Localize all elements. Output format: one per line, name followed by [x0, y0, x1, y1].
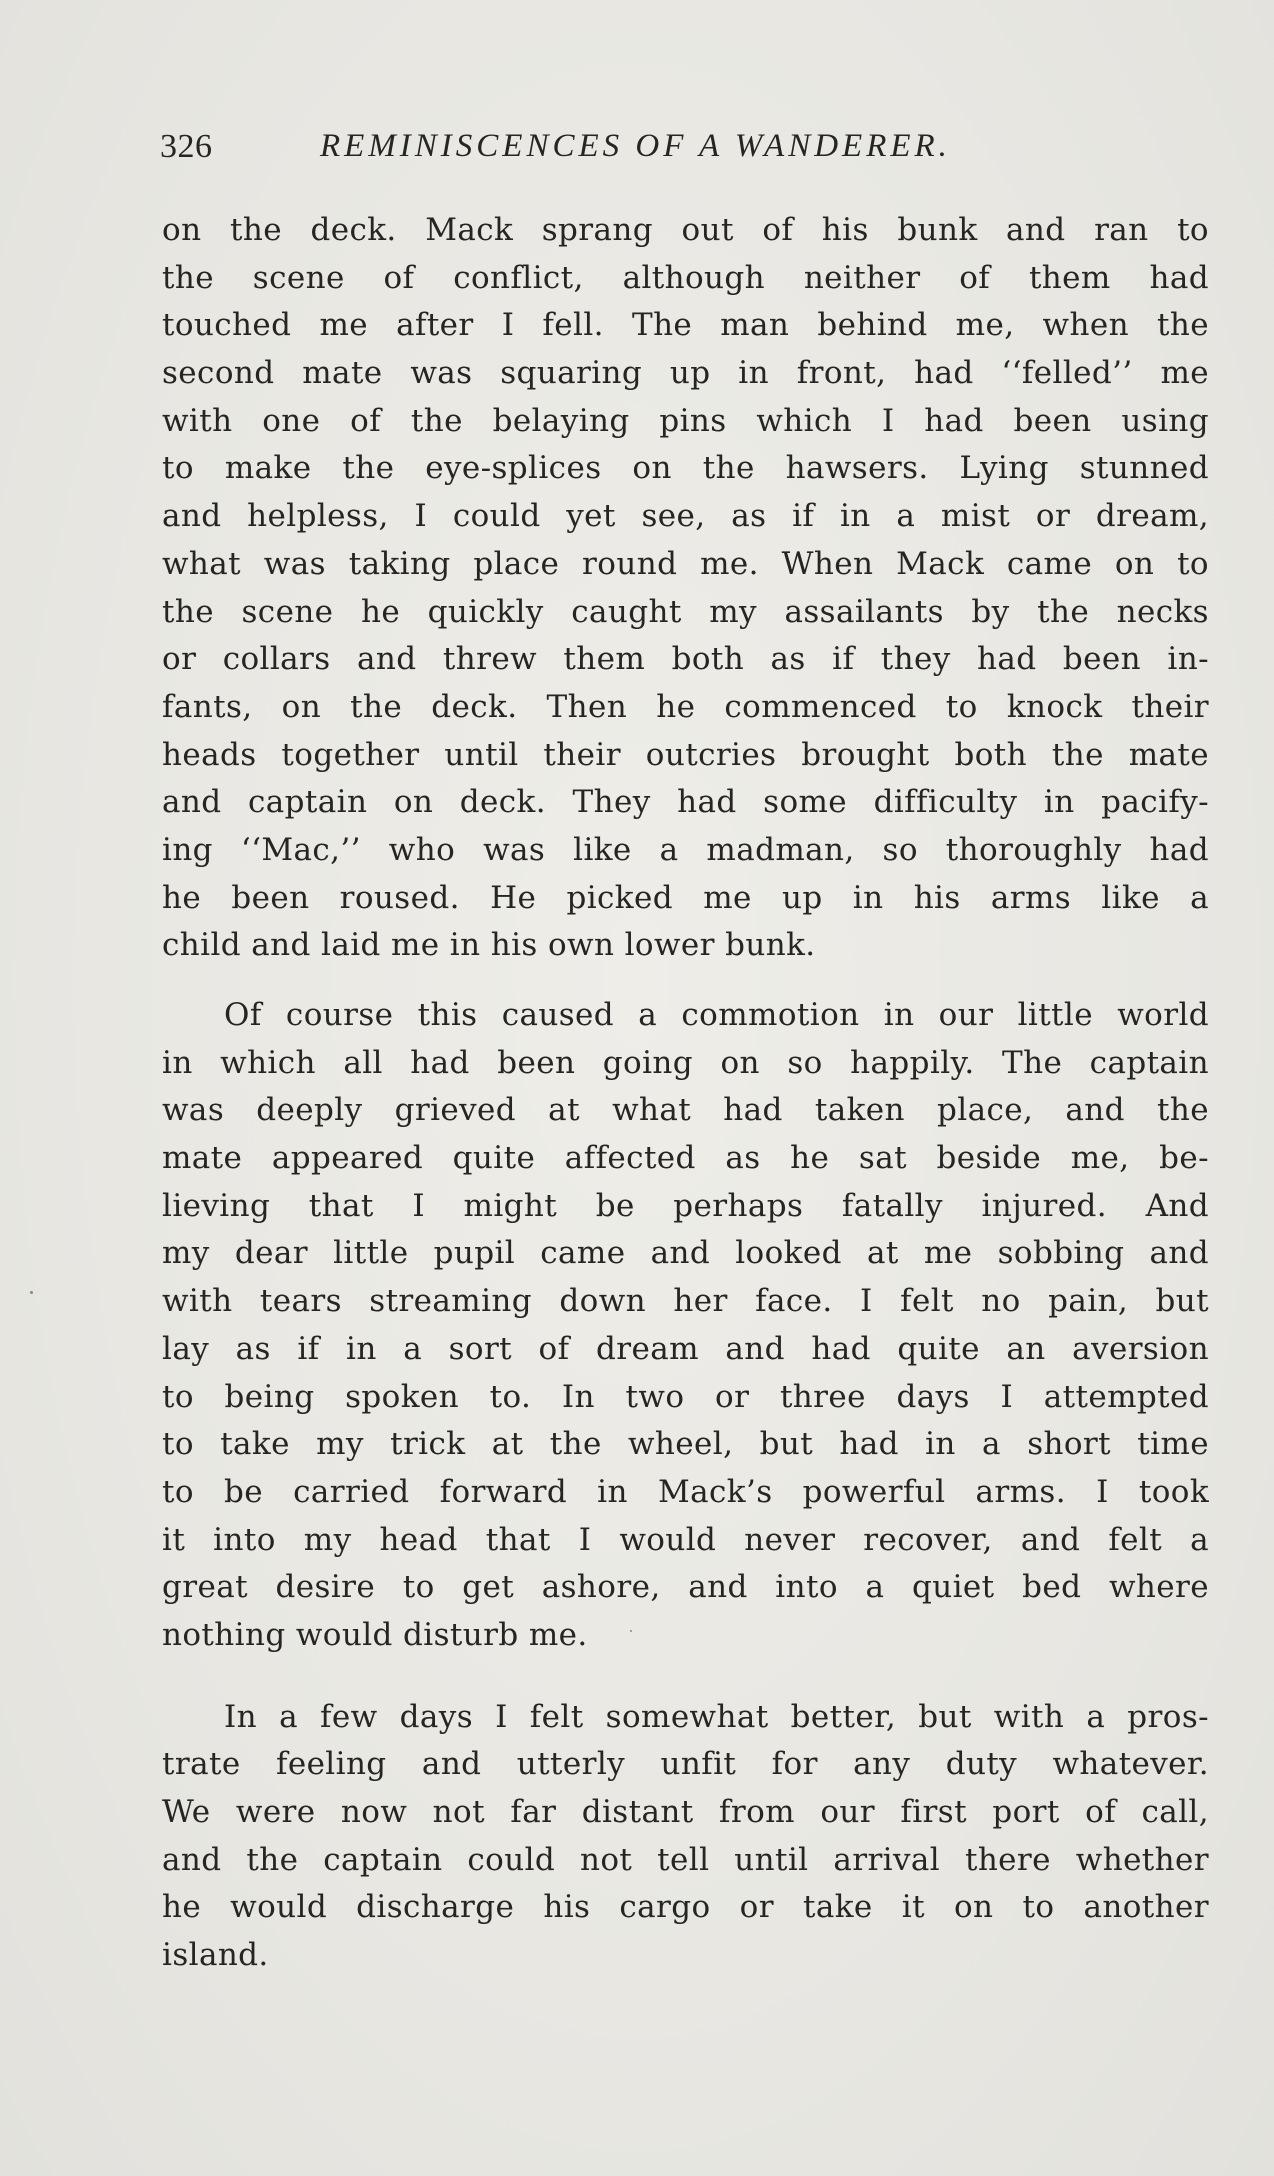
paragraph-2: [162, 992, 1209, 1660]
text-line: or collars and threw them both as if they had been in-: [162, 641, 1209, 678]
text-line: on the deck. Mack sprang out of his bunk and ran to: [162, 212, 1209, 248]
paragraph-3: [162, 1694, 1209, 1980]
body-text: [162, 207, 1209, 1980]
text-line: trate feeling and utterly unfit for any duty whatever.: [162, 1746, 1209, 1783]
text-line: was deeply grieved at what had taken place, and the: [162, 1092, 1209, 1129]
text-line: in which all had been going on so happily. The captain: [162, 1044, 1209, 1081]
text-line: island.: [162, 1937, 269, 1974]
text-line: to being spoken to. In two or three days I attempted: [162, 1378, 1209, 1415]
text-line: and helpless, I could yet see, as if in a mist or dream,: [162, 498, 1209, 535]
text-line: lieving that I might be perhaps fatally injured. And: [162, 1187, 1209, 1224]
text-line: with one of the belaying pins which I had been using: [162, 402, 1209, 439]
text-line: to be carried forward in Mack’s powerful arms. I took: [162, 1473, 1209, 1510]
text-line: In a few days I felt somewhat better, but with a pros-: [224, 1698, 1209, 1735]
paper-speck: [30, 1291, 33, 1294]
text-line: with tears streaming down her face. I felt no pain, but: [162, 1283, 1209, 1320]
text-line: the scene of conflict, although neither of them had: [162, 259, 1209, 296]
page-number: 326: [160, 128, 213, 165]
text-line: to take my trick at the wheel, but had in a short time: [162, 1426, 1209, 1463]
text-line: mate appeared quite affected as he sat beside me, be-: [162, 1140, 1209, 1177]
text-line: second mate was squaring up in front, had ‘‘felled’’ me: [162, 355, 1209, 392]
text-line: and the captain could not tell until arrival there whether: [162, 1841, 1209, 1878]
text-line: and captain on deck. They had some difficulty in pacify-: [162, 784, 1209, 821]
text-line: touched me after I fell. The man behind me, when the: [162, 307, 1209, 344]
paragraph-gap: [162, 970, 1209, 992]
text-line: heads together until their outcries brought both the mate: [162, 736, 1209, 773]
text-line: it into my head that I would never recover, and felt a: [162, 1521, 1209, 1558]
text-line: We were now not far distant from our first port of call,: [162, 1794, 1209, 1830]
text-line: fants, on the deck. Then he commenced to knock their: [162, 688, 1209, 725]
text-line: Of course this caused a commotion in our little world: [224, 997, 1209, 1033]
text-line: lay as if in a sort of dream and had quite an aversion: [162, 1330, 1209, 1367]
text-line: my dear little pupil came and looked at me sobbing and: [162, 1235, 1209, 1272]
page-header: [160, 128, 1085, 168]
text-line: the scene he quickly caught my assailants by the necks: [162, 593, 1209, 630]
text-line: he would discharge his cargo or take it on to another: [162, 1889, 1209, 1926]
text-line: nothing would disturb me.: [162, 1616, 588, 1653]
text-line: ing ‘‘Mac,’’ who was like a madman, so thoroughly had: [162, 831, 1209, 868]
text-line: child and laid me in his own lower bunk.: [162, 927, 816, 964]
paper-speck: [630, 1630, 632, 1632]
running-title: REMINISCENCES OF A WANDERER.: [320, 128, 951, 164]
text-line: great desire to get ashore, and into a quiet bed where: [162, 1569, 1209, 1606]
text-line: what was taking place round me. When Mack came on to: [162, 545, 1209, 582]
paragraph-gap: [162, 1660, 1209, 1694]
text-line: he been roused. He picked me up in his arms like a: [162, 879, 1209, 916]
text-line: to make the eye-splices on the hawsers. Lying stunned: [162, 450, 1209, 487]
paragraph-1: [162, 207, 1209, 970]
